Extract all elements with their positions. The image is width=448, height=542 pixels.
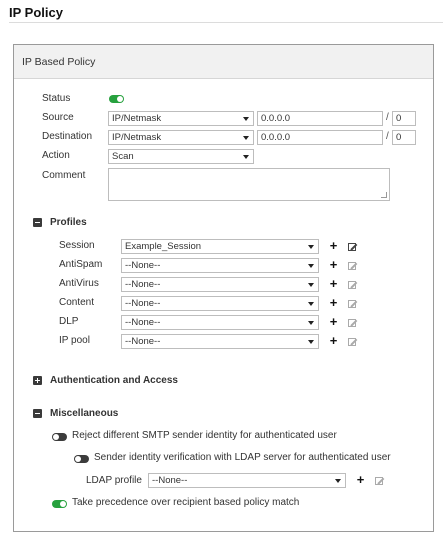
panel-title: IP Based Policy	[14, 45, 433, 79]
plus-square-icon[interactable]	[33, 376, 42, 385]
antispam-profile-value: --None--	[125, 260, 161, 271]
source-label: Source	[42, 112, 74, 123]
caret-down-icon	[243, 117, 249, 121]
caret-down-icon	[335, 479, 341, 483]
reject-smtp-label: Reject different SMTP sender identity for authenticated user	[72, 430, 337, 441]
action-value: Scan	[112, 151, 134, 162]
profile-label-content: Content	[59, 297, 95, 308]
status-label: Status	[42, 93, 71, 104]
edit-icon	[347, 260, 359, 272]
source-mask-input[interactable]: 0	[392, 111, 416, 126]
precedence-label: Take precedence over recipient based policy match	[72, 497, 300, 508]
destination-slash: /	[386, 131, 389, 142]
destination-type-select[interactable]	[108, 130, 254, 145]
source-address-input[interactable]: 0.0.0.0	[257, 111, 383, 126]
destination-type-value: IP/Netmask	[112, 132, 162, 143]
profiles-section-title[interactable]: Profiles	[50, 217, 87, 228]
caret-down-icon	[243, 155, 249, 159]
reject-smtp-toggle[interactable]	[52, 433, 67, 441]
add-ip-pool-button[interactable]: +	[329, 333, 338, 348]
session-profile-select[interactable]	[121, 239, 319, 254]
destination-address-input[interactable]: 0.0.0.0	[257, 130, 383, 145]
resize-grip-icon[interactable]	[381, 192, 387, 198]
profile-label-dlp: DLP	[59, 316, 79, 327]
profile-label-session: Session	[59, 240, 95, 251]
source-type-select[interactable]	[108, 111, 254, 126]
edit-icon	[347, 279, 359, 291]
edit-icon	[347, 317, 359, 329]
content-profile-select[interactable]	[121, 296, 319, 311]
caret-down-icon	[308, 340, 314, 344]
edit-icon	[374, 475, 386, 487]
antivirus-profile-value: --None--	[125, 279, 161, 290]
action-label: Action	[42, 150, 70, 161]
add-antispam-button[interactable]: +	[329, 257, 338, 272]
add-dlp-button[interactable]: +	[329, 314, 338, 329]
ldap-profile-select[interactable]	[148, 473, 346, 488]
title-divider	[9, 22, 443, 23]
profile-label-antivirus: AntiVirus	[59, 278, 99, 289]
source-slash: /	[386, 112, 389, 123]
antispam-profile-select[interactable]	[121, 258, 319, 273]
profile-label-antispam: AntiSpam	[59, 259, 103, 270]
edit-icon	[347, 298, 359, 310]
sender-ldap-label: Sender identity verification with LDAP server for authenticated user	[94, 452, 391, 463]
session-profile-value: Example_Session	[125, 241, 202, 252]
ldap-profile-value: --None--	[152, 475, 188, 486]
content-profile-value: --None--	[125, 298, 161, 309]
caret-down-icon	[308, 283, 314, 287]
ip-based-policy-panel	[13, 44, 434, 532]
ip-pool-profile-select[interactable]	[121, 334, 319, 349]
source-type-value: IP/Netmask	[112, 113, 162, 124]
antivirus-profile-select[interactable]	[121, 277, 319, 292]
dlp-profile-select[interactable]	[121, 315, 319, 330]
add-content-button[interactable]: +	[329, 295, 338, 310]
profile-label-ip-pool: IP pool	[59, 335, 90, 346]
sender-ldap-toggle[interactable]	[74, 455, 89, 463]
minus-square-icon[interactable]	[33, 218, 42, 227]
destination-mask-input[interactable]: 0	[392, 130, 416, 145]
dlp-profile-value: --None--	[125, 317, 161, 328]
comment-label: Comment	[42, 170, 86, 181]
caret-down-icon	[308, 302, 314, 306]
add-ldap-profile-button[interactable]: +	[356, 472, 365, 487]
add-antivirus-button[interactable]: +	[329, 276, 338, 291]
add-session-button[interactable]: +	[329, 238, 338, 253]
comment-textarea[interactable]	[108, 168, 390, 201]
ldap-profile-label: LDAP profile	[86, 475, 142, 486]
edit-icon	[347, 336, 359, 348]
edit-icon[interactable]	[347, 241, 359, 253]
misc-section-title[interactable]: Miscellaneous	[50, 408, 119, 419]
minus-square-icon[interactable]	[33, 409, 42, 418]
caret-down-icon	[308, 264, 314, 268]
caret-down-icon	[308, 245, 314, 249]
caret-down-icon	[308, 321, 314, 325]
page-title: IP Policy	[9, 5, 63, 20]
status-toggle[interactable]	[109, 95, 124, 103]
caret-down-icon	[243, 136, 249, 140]
ip-pool-profile-value: --None--	[125, 336, 161, 347]
action-select[interactable]	[108, 149, 254, 164]
destination-label: Destination	[42, 131, 93, 142]
auth-section-title[interactable]: Authentication and Access	[50, 375, 178, 386]
precedence-toggle[interactable]	[52, 500, 67, 508]
